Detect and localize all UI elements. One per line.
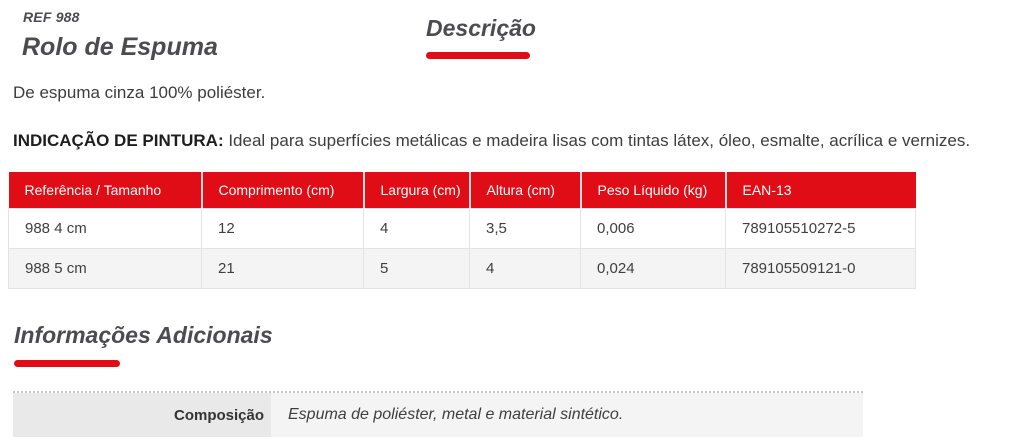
product-ref-label: REF 988 [23,9,80,25]
spec-col-header-height: Altura (cm) [470,172,581,208]
spec-col-header-net-weight: Peso Líquido (kg) [581,172,726,208]
spec-table [8,172,916,289]
spec-table-header-row [9,172,916,208]
additional-info-section-heading: Informações Adicionais [14,322,273,348]
description-heading-underline [426,52,530,59]
spec-cell-width: 4 [364,208,470,248]
product-description-text: De espuma cinza 100% poliéster. [13,83,266,102]
spec-cell-ean13: 789105509121-0 [726,248,916,288]
spec-col-header-ean13: EAN-13 [726,172,916,208]
spec-col-header-width: Largura (cm) [364,172,470,208]
spec-cell-height: 3,5 [470,208,581,248]
paint-indication-label: INDICAÇÃO DE PINTURA: [13,131,224,150]
product-title: Rolo de Espuma [22,33,218,61]
spec-cell-ean13: 789105510272-5 [726,208,916,248]
description-section-heading: Descrição [426,15,536,41]
spec-cell-length: 12 [202,208,364,248]
spec-col-header-reference: Referência / Tamanho [9,172,202,208]
spec-cell-reference: 988 5 cm [9,248,202,288]
spec-cell-net-weight: 0,006 [581,208,726,248]
composition-label: Composição [13,393,271,437]
spec-cell-width: 5 [364,248,470,288]
paint-indication-line [13,131,970,151]
spec-cell-reference: 988 4 cm [9,208,202,248]
additional-info-table [13,391,863,437]
spec-table-row [9,208,916,248]
spec-cell-height: 4 [470,248,581,288]
additional-info-heading-underline [14,360,120,367]
spec-col-header-length: Comprimento (cm) [202,172,364,208]
spec-table-row [9,248,916,288]
paint-indication-text: Ideal para superfícies metálicas e madeira lisas com tintas látex, óleo, esmalte, acrílica e vernizes. [223,131,971,150]
spec-cell-length: 21 [202,248,364,288]
composition-value: Espuma de poliéster, metal e material sintético. [271,393,863,437]
spec-cell-net-weight: 0,024 [581,248,726,288]
